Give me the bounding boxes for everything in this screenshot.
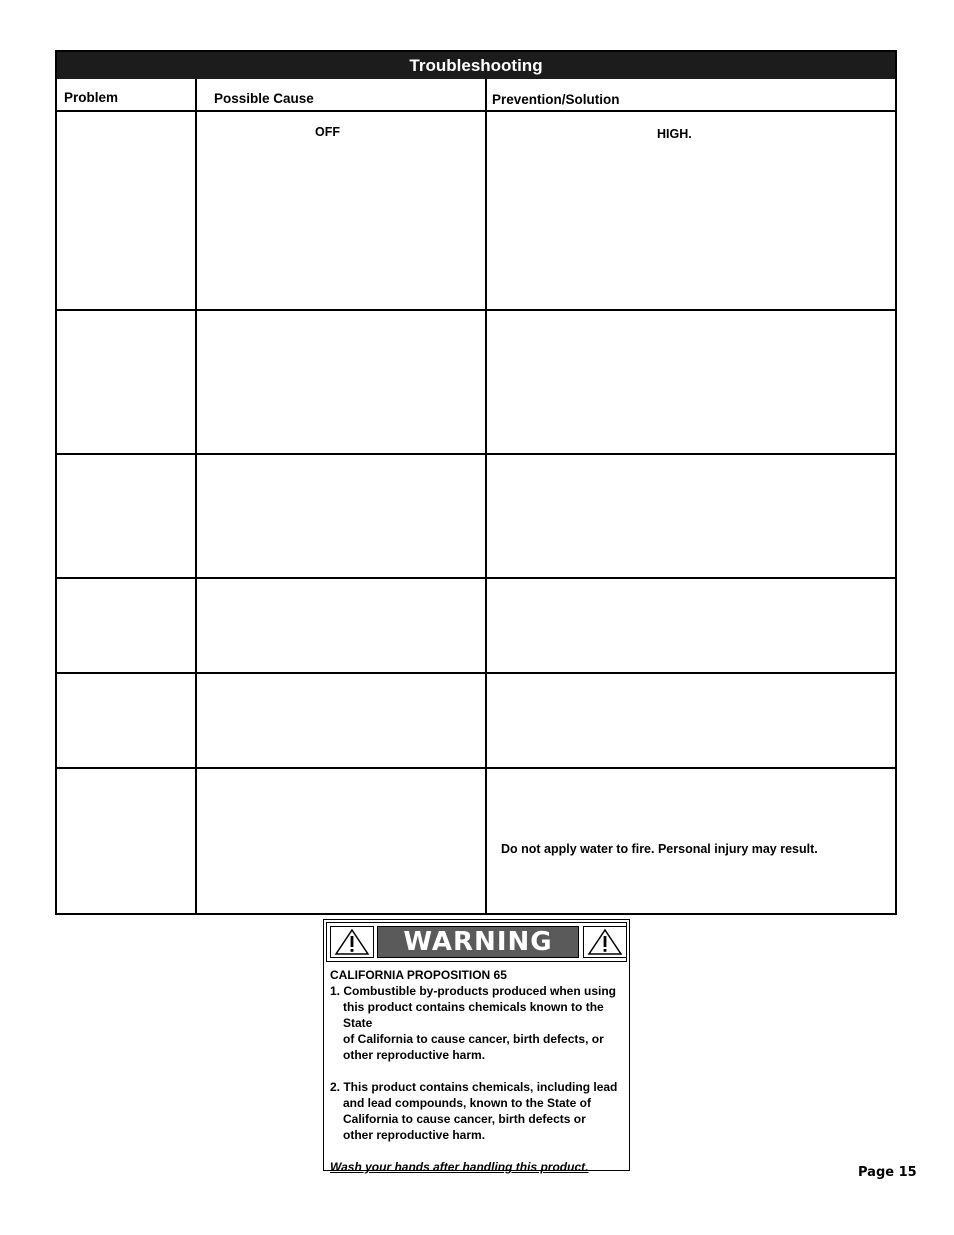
warning-item2-line: 2. This product contains chemicals, including lead (330, 1080, 618, 1094)
warning-item1-line: of California to cause cancer, birth defects, or (343, 1032, 604, 1046)
warning-footer: Wash your hands after handling this product. (330, 1160, 589, 1174)
row-divider (57, 767, 895, 769)
header-problem-label: Problem (64, 90, 119, 105)
table-title: Troubleshooting (57, 52, 895, 79)
warning-heading: WARNING (377, 926, 579, 958)
header-cause-label: Possible Cause (214, 91, 314, 106)
solution-row1-text: HIGH. (657, 127, 692, 141)
row-divider (57, 309, 895, 311)
header-problem (57, 79, 197, 112)
warning-header (326, 922, 627, 962)
row-divider (57, 577, 895, 579)
warning-item2-line: and lead compounds, known to the State of (343, 1096, 592, 1110)
header-solution (487, 79, 895, 112)
troubleshooting-table (55, 50, 897, 915)
column-divider (485, 79, 487, 913)
warning-subtitle: CALIFORNIA PROPOSITION 65 (330, 968, 507, 982)
warning-item2-line: other reproductive harm. (343, 1128, 486, 1142)
header-solution-label: Prevention/Solution (492, 92, 620, 107)
warning-body (330, 967, 625, 1175)
page-number: Page 15 (858, 1165, 917, 1180)
row-divider (57, 672, 895, 674)
row-divider (57, 453, 895, 455)
cause-row1-text: OFF (315, 125, 340, 139)
warning-triangle-icon (583, 926, 627, 958)
warning-item2-line: California to cause cancer, birth defects or (343, 1112, 586, 1126)
header-cause (197, 79, 487, 112)
solution-row6-text: Do not apply water to fire. Personal injury may result. (501, 842, 818, 856)
prop65-warning-box (323, 919, 630, 1174)
warning-item1-line: other reproductive harm. (343, 1048, 486, 1062)
warning-triangle-icon (330, 926, 374, 958)
warning-item1-line: this product contains chemicals known to the State (343, 1000, 604, 1030)
warning-item1-line: 1. Combustible by-products produced when using (330, 984, 617, 998)
column-divider (195, 79, 197, 913)
